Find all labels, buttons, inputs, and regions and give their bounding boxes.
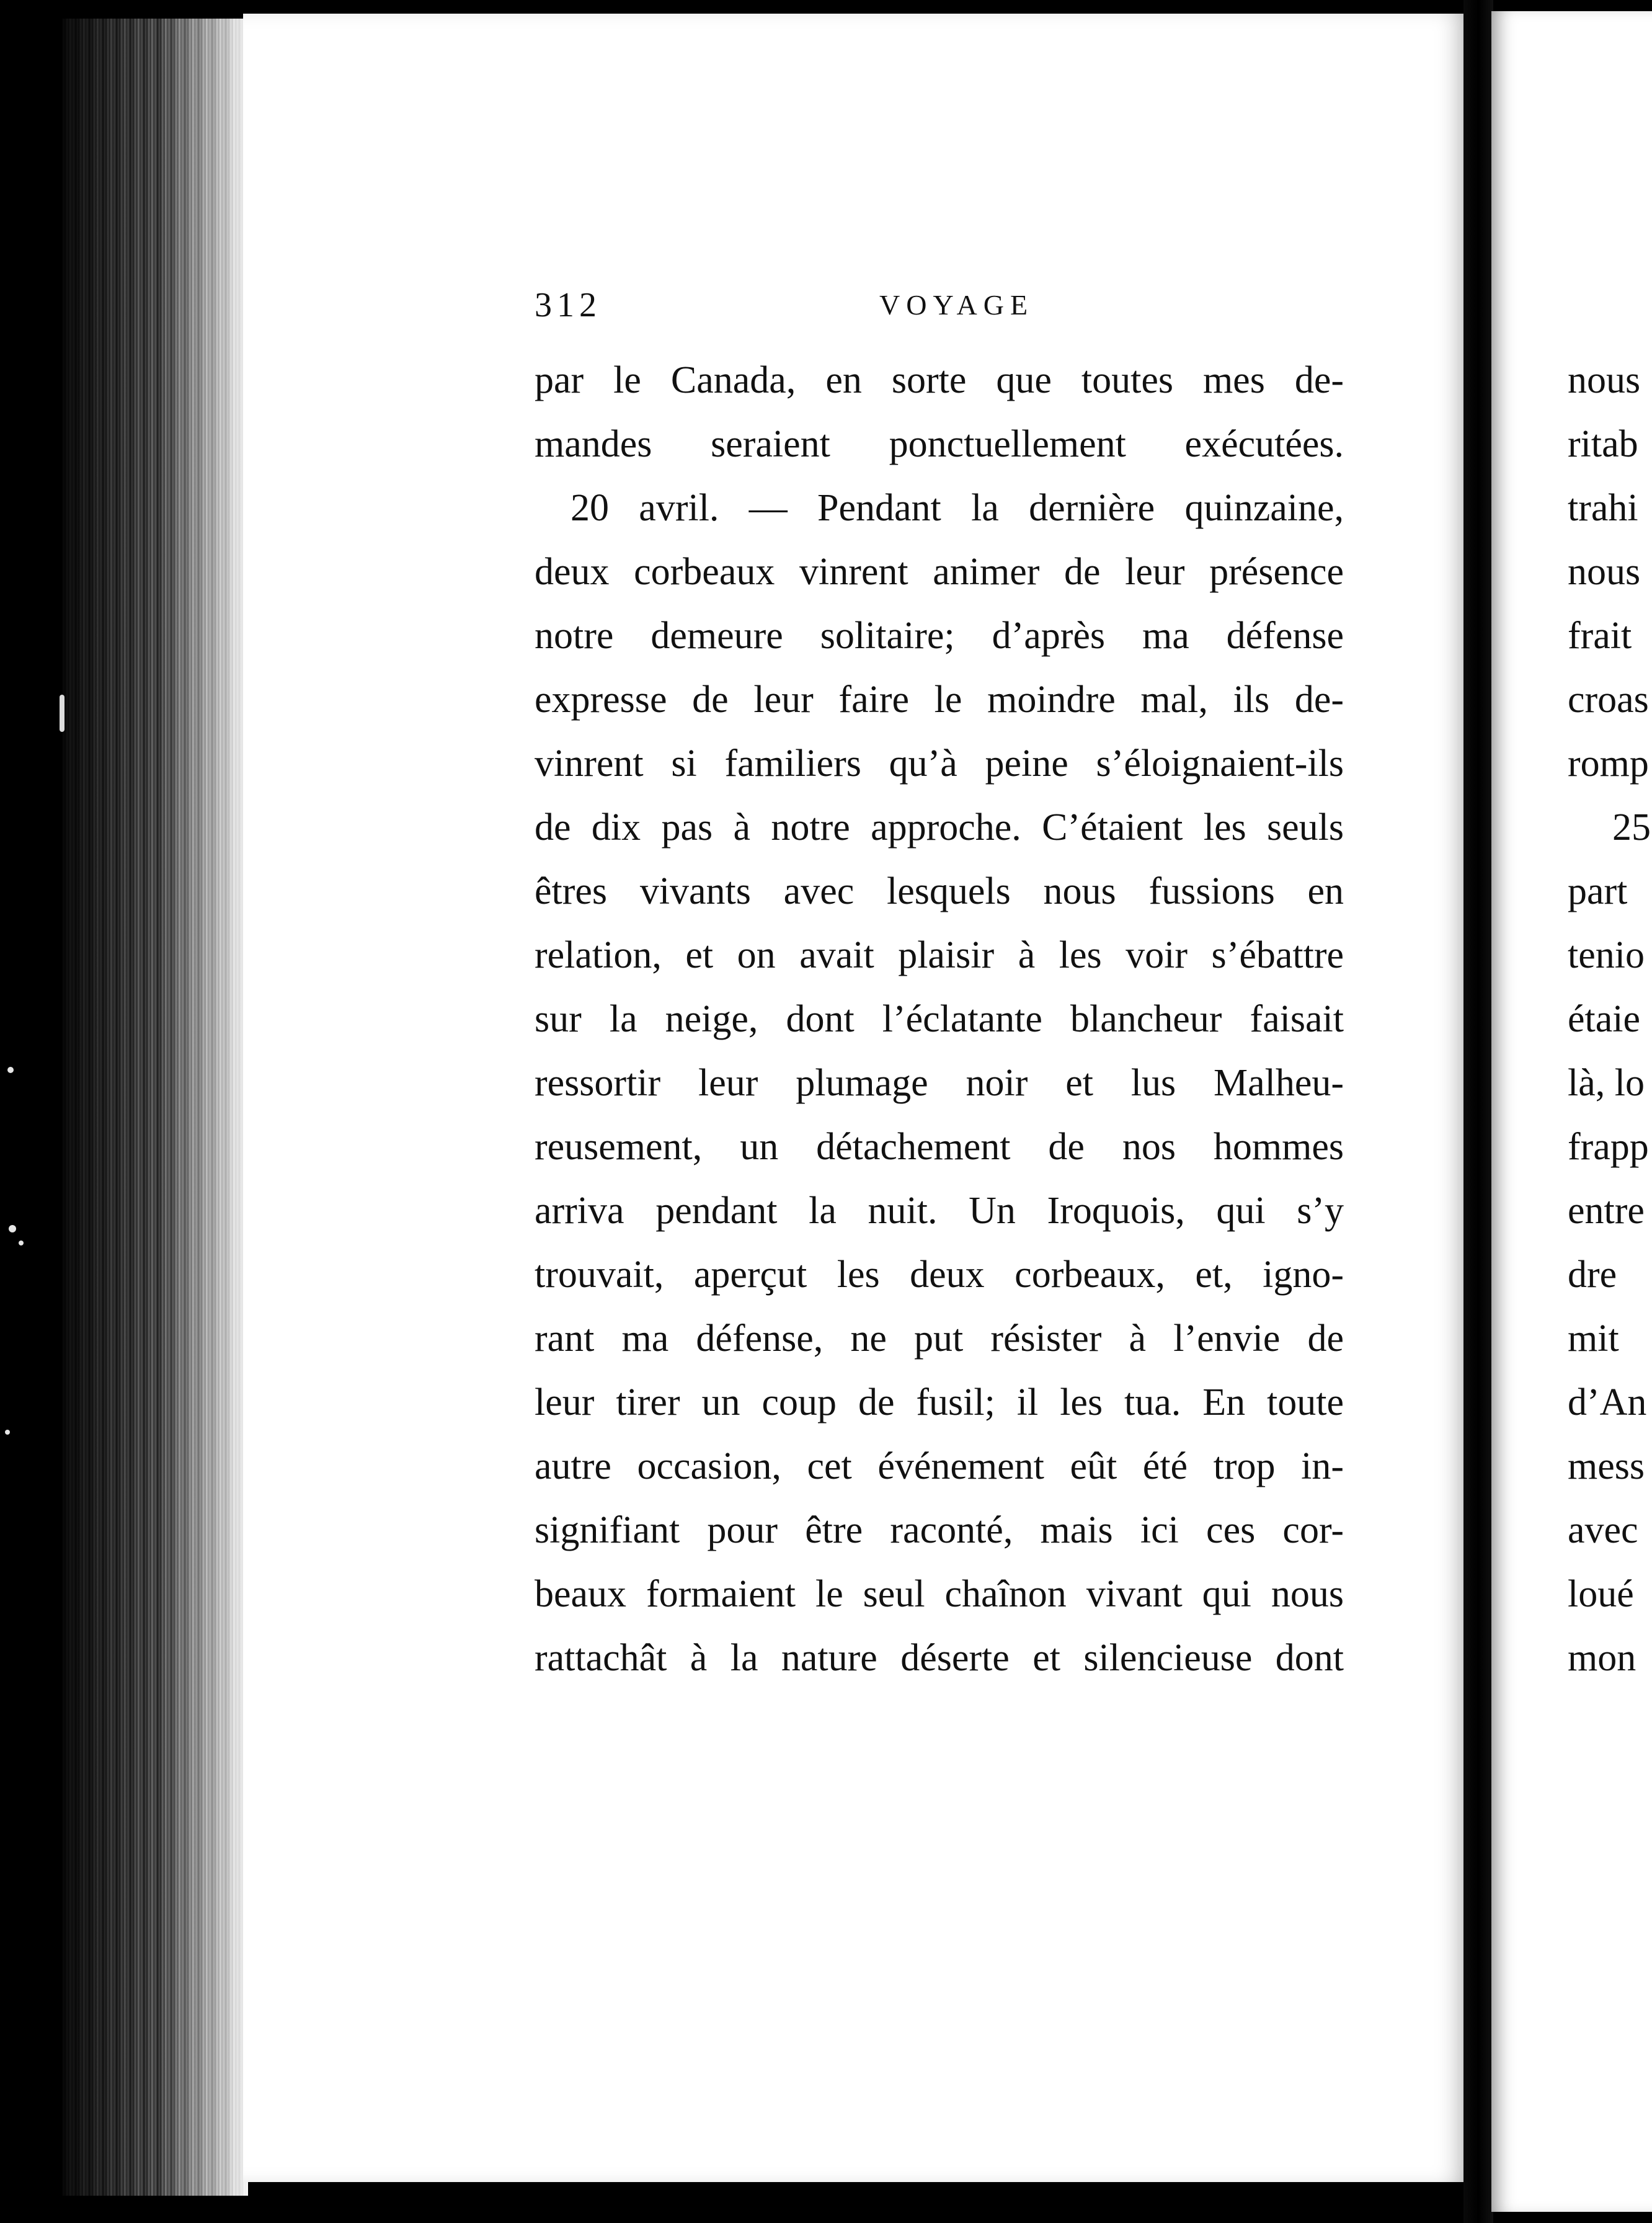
right-page-text [1568, 349, 1652, 1690]
text-line: deux corbeaux vinrent animer de leur présence [535, 551, 1344, 593]
right-text-fragment: croas [1568, 679, 1649, 721]
text-line: êtres vivants avec lesquels nous fussions en [535, 870, 1344, 912]
page-edges-highlight [161, 19, 248, 2196]
right-text-fragment: mon [1568, 1637, 1636, 1679]
book-gutter [1463, 0, 1493, 2223]
text-line: vinrent si familiers qu’à peine s’éloignaient-ils [535, 742, 1344, 785]
right-text-fragment: frapp [1568, 1126, 1649, 1168]
right-text-fragment: d’An [1568, 1381, 1647, 1423]
right-text-fragment: nous [1568, 359, 1641, 401]
right-text-fragment: nous [1568, 551, 1641, 593]
dust-speck [7, 1067, 14, 1073]
running-title: VOYAGE [879, 289, 1034, 321]
page-number: 312 [535, 286, 602, 324]
right-text-fragment: frait [1568, 615, 1632, 657]
right-text-fragment: mit [1568, 1317, 1619, 1360]
text-line: signifiant pour être raconté, mais ici ces cor- [535, 1509, 1344, 1551]
dust-speck [60, 695, 64, 732]
text-line: expresse de leur faire le moindre mal, ils de- [535, 679, 1344, 721]
text-line: leur tirer un coup de fusil; il les tua. En toute [535, 1381, 1344, 1423]
right-text-fragment: part [1568, 870, 1628, 912]
right-text-fragment: tenio [1568, 934, 1645, 976]
text-line: relation, et on avait plaisir à les voir s’ébattre [535, 934, 1344, 976]
right-text-fragment: avec [1568, 1509, 1638, 1551]
right-text-fragment: romp [1568, 742, 1649, 785]
text-line: autre occasion, cet événement eût été trop in- [535, 1445, 1344, 1487]
right-text-fragment: étaie [1568, 998, 1641, 1040]
text-line: de dix pas à notre approche. C’étaient les seuls [535, 806, 1344, 849]
text-line: reusement, un détachement de nos hommes [535, 1126, 1344, 1168]
text-line: arriva pendant la nuit. Un Iroquois, qui s’y [535, 1190, 1344, 1232]
right-text-fragment: là, lo [1568, 1062, 1645, 1104]
text-line: notre demeure solitaire; d’après ma défense [535, 615, 1344, 657]
right-text-fragment: entre [1568, 1190, 1645, 1232]
text-line: sur la neige, dont l’éclatante blancheur faisait [535, 998, 1344, 1040]
right-text-fragment: trahi [1568, 487, 1638, 529]
text-line: rant ma défense, ne put résister à l’envie de [535, 1317, 1344, 1360]
right-text-fragment: ritab [1568, 423, 1638, 465]
text-line: trouvait, aperçut les deux corbeaux, et, igno- [535, 1254, 1344, 1296]
right-text-fragment: 25 [1612, 806, 1651, 849]
text-line: rattachât à la nature déserte et silencieuse dont [535, 1637, 1344, 1679]
right-text-fragment: loué [1568, 1573, 1634, 1615]
dust-speck [19, 1241, 24, 1245]
right-text-fragment: mess [1568, 1445, 1645, 1487]
text-line: mandes seraient ponctuellement exécutées. [535, 423, 1344, 465]
right-text-fragment: dre [1568, 1254, 1617, 1296]
text-line: beaux formaient le seul chaînon vivant qui nous [535, 1573, 1344, 1615]
text-line: 20 avril. — Pendant la dernière quinzaine, [571, 487, 1344, 529]
body-text [535, 349, 1344, 1690]
dust-speck [5, 1430, 10, 1435]
text-line: ressortir leur plumage noir et lus Malheu- [535, 1062, 1344, 1104]
dust-speck [9, 1225, 16, 1232]
text-line: par le Canada, en sorte que toutes mes de- [535, 359, 1344, 401]
